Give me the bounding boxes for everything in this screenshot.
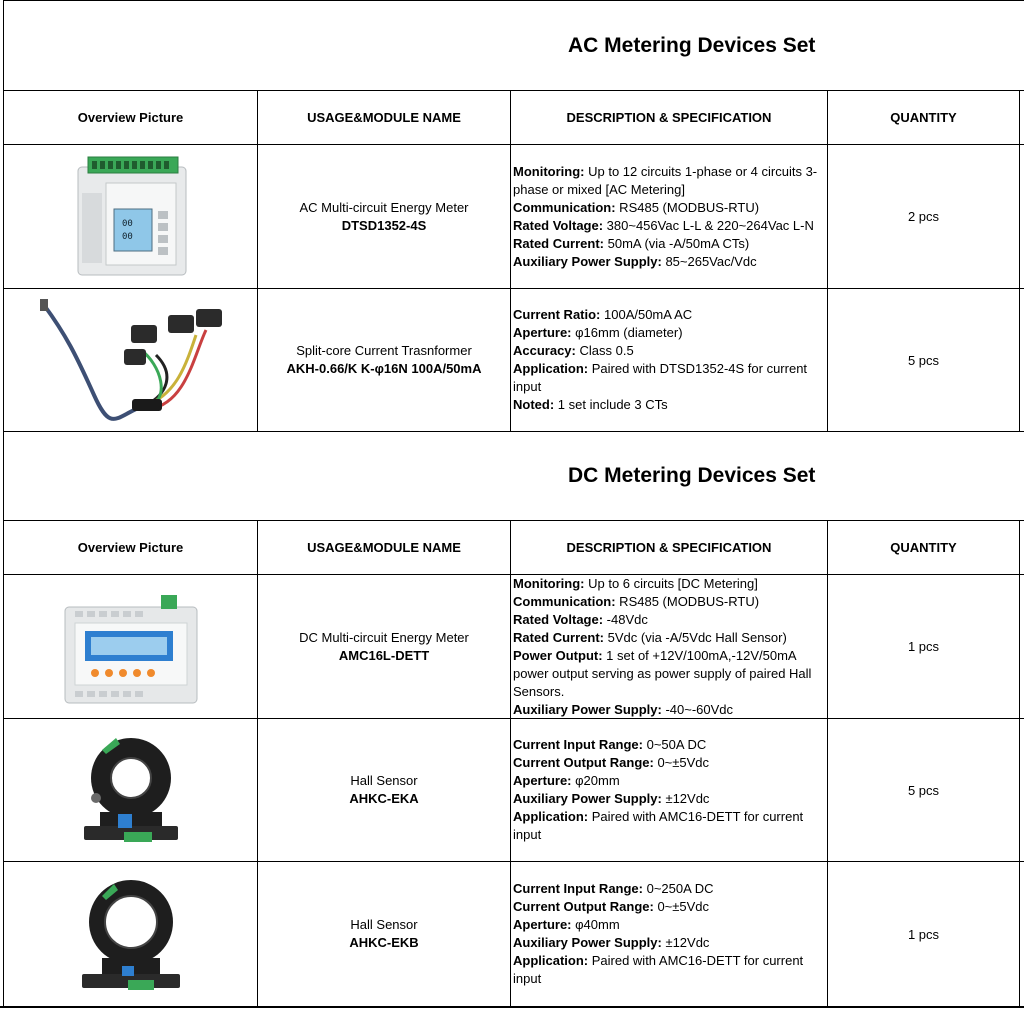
spec-line: Monitoring: Up to 6 circuits [DC Metering]: [513, 575, 758, 591]
grid-line: [0, 1006, 1024, 1008]
usage-name: Hall Sensor: [350, 773, 418, 788]
spec-line: Monitoring: Up to 12 circuits 1-phase or 4 circuits 3-phase or mixed [AC Metering]: [513, 163, 818, 197]
header-overview-picture: Overview Picture: [77, 540, 184, 555]
hall-sensor-picture: [76, 728, 186, 852]
specification-cell: [511, 575, 827, 718]
header-quantity: QUANTITY: [890, 540, 957, 555]
spec-line: Communication: RS485 (MODBUS-RTU): [513, 199, 760, 215]
spec-line: Application: Paired with DTSD1352-4S for current input: [513, 361, 808, 394]
header-overview-picture: Overview Picture: [77, 110, 184, 125]
product-image-hall-sensor-eka: [4, 719, 257, 861]
spec-line: Aperture: φ40mm: [513, 917, 620, 932]
quantity-cell: 5 pcs: [907, 352, 940, 368]
spec-line: Current Input Range: 0~50A DC: [513, 737, 707, 752]
product-image-hall-sensor-ekb: [4, 862, 257, 1006]
module-name-cell: [258, 862, 510, 1006]
spec-line: Accuracy: Class 0.5: [513, 343, 634, 358]
spec-line: Auxiliary Power Supply: ±12Vdc: [513, 935, 710, 950]
specification-cell: [511, 145, 827, 288]
usage-name: AC Multi-circuit Energy Meter: [299, 199, 469, 215]
quantity-cell: 5 pcs: [907, 782, 940, 798]
section-title-ac: AC Metering Devices Set: [568, 34, 816, 57]
dc-meter-picture: [61, 587, 201, 707]
spec-line: Rated Current: 50mA (via -A/50mA CTs): [513, 235, 750, 251]
spec-line: Aperture: φ20mm: [513, 773, 620, 788]
header-description: DESCRIPTION & SPECIFICATION: [566, 110, 772, 125]
spec-line: Auxiliary Power Supply: 85~265Vac/Vdc: [513, 253, 757, 269]
spec-line: Current Output Range: 0~±5Vdc: [513, 899, 710, 914]
quantity-cell: 1 pcs: [907, 926, 940, 942]
header-module-name: USAGE&MODULE NAME: [307, 110, 461, 125]
spec-line: Auxiliary Power Supply: ±12Vdc: [513, 791, 710, 806]
model-number: AHKC-EKA: [349, 791, 419, 806]
hall-sensor-picture: [76, 870, 186, 998]
product-image-split-core-ct: [4, 289, 257, 431]
model-number: AHKC-EKB: [349, 935, 419, 950]
spec-line: Rated Current: 5Vdc (via -A/5Vdc Hall Sensor): [513, 629, 787, 645]
current-transformer-picture: [36, 295, 226, 425]
spec-line: Current Input Range: 0~250A DC: [513, 881, 714, 896]
spec-line: Application: Paired with AMC16-DETT for current input: [513, 953, 804, 986]
spec-line: Power Output: 1 set of +12V/100mA,-12V/50mA power output serving as power supply of paired Hall Sensors.: [513, 647, 812, 699]
model-number: DTSD1352-4S: [341, 217, 427, 233]
spec-line: Noted: 1 set include 3 CTs: [513, 397, 668, 412]
spec-line: Communication: RS485 (MODBUS-RTU): [513, 593, 760, 609]
specification-cell: [511, 719, 827, 861]
header-module-name: USAGE&MODULE NAME: [307, 540, 461, 555]
header-quantity: QUANTITY: [890, 110, 957, 125]
module-name-cell: [258, 145, 510, 288]
energy-meter-picture: [66, 153, 196, 281]
spec-line: Current Output Range: 0~±5Vdc: [513, 755, 710, 770]
grid-line: [1019, 90, 1020, 432]
grid-line: [3, 431, 1024, 432]
grid-line: [3, 0, 1024, 1]
spec-line: Rated Voltage: 380~456Vac L-L & 220~264Vac L-N: [513, 217, 814, 233]
grid-line: [1019, 520, 1020, 1008]
spec-line: Aperture: φ16mm (diameter): [513, 325, 683, 340]
quantity-cell: 2 pcs: [907, 209, 940, 224]
product-image-energy-meter: [4, 145, 257, 288]
module-name-cell: [258, 719, 510, 861]
header-description: DESCRIPTION & SPECIFICATION: [566, 540, 772, 555]
quantity-cell: 1 pcs: [907, 639, 940, 654]
usage-name: Hall Sensor: [350, 917, 418, 932]
module-name-cell: [258, 575, 510, 718]
spec-line: Current Ratio: 100A/50mA AC: [513, 307, 693, 322]
spec-line: Application: Paired with AMC16-DETT for current input: [513, 809, 804, 842]
module-name-cell: [258, 289, 510, 431]
spec-line: Rated Voltage: -48Vdc: [513, 611, 648, 627]
model-number: AKH-0.66/K K-φ16N 100A/50mA: [286, 361, 482, 376]
model-number: AMC16L-DETT: [338, 647, 430, 663]
usage-name: Split-core Current Trasnformer: [296, 343, 472, 358]
spec-line: Auxiliary Power Supply: -40~-60Vdc: [513, 701, 734, 717]
svg-text:00: 00: [121, 231, 133, 242]
product-image-dc-energy-meter: [4, 575, 257, 718]
svg-text:00: 00: [121, 218, 133, 229]
specification-cell: [511, 862, 827, 1006]
specification-cell: [511, 289, 827, 431]
usage-name: DC Multi-circuit Energy Meter: [299, 629, 469, 645]
section-title-dc: DC Metering Devices Set: [568, 464, 816, 487]
